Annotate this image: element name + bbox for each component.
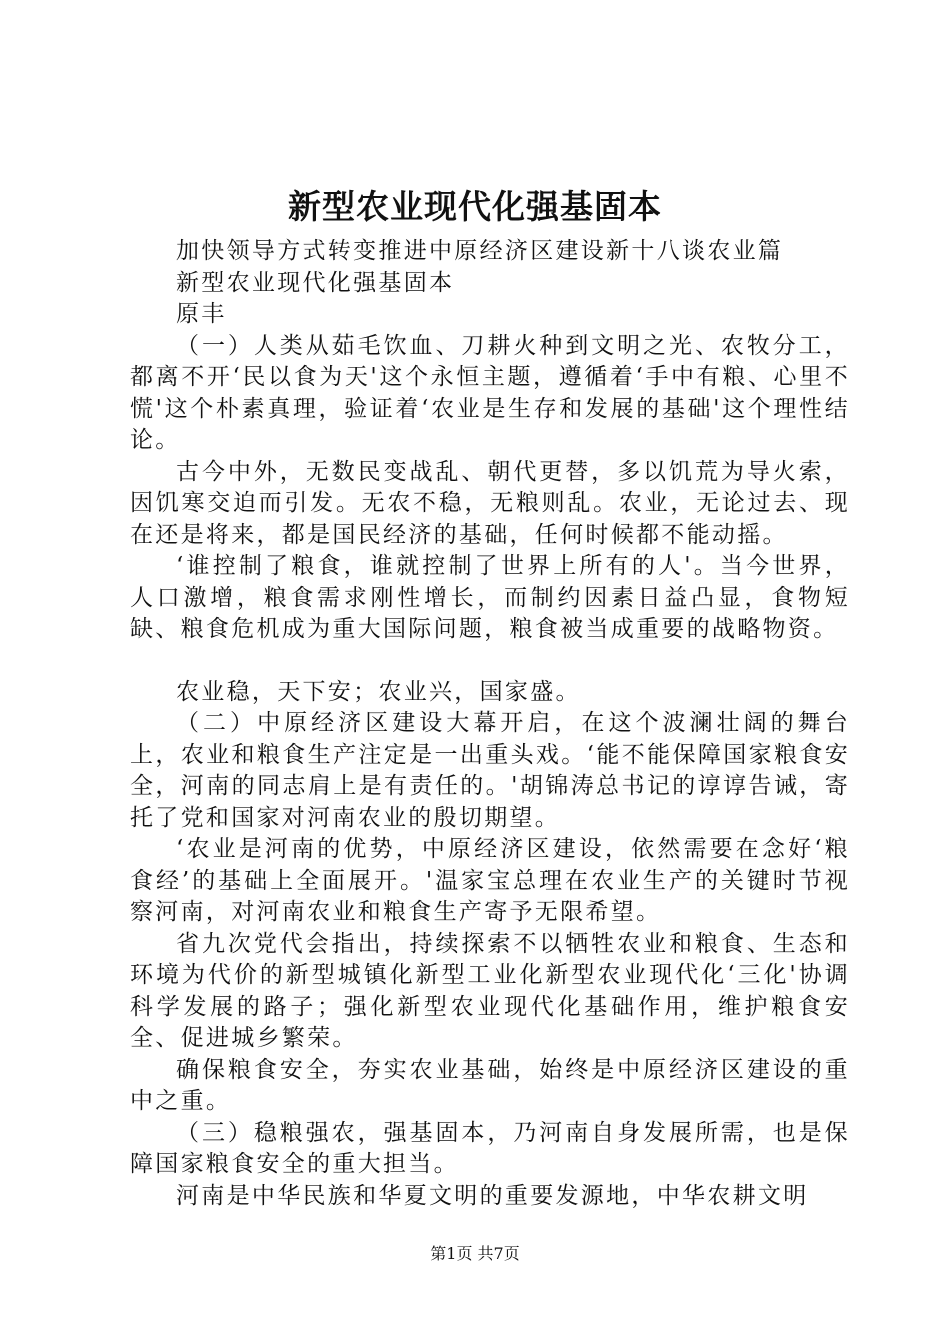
paragraph: ‘农业是河南的优势，中原经济区建设，依然需要在念好‘粮食经’的基础上全面展开。'温家宝总理在农业生产的关键时节视察河南，对河南农业和粮食生产寄予无限希望。 (130, 836, 850, 925)
document-body (130, 236, 850, 1212)
paragraph: 河南是中华民族和华夏文明的重要发源地，中华农耕文明 (176, 1182, 809, 1209)
paragraph: 农业稳，天下安；农业兴，国家盛。 (176, 678, 581, 705)
subtitle-line: 新型农业现代化强基固本 (176, 269, 455, 296)
document-title: 新型农业现代化强基固本 (288, 187, 662, 226)
author-line: 原丰 (176, 301, 227, 327)
paragraph: （三）稳粮强农，强基固本，乃河南自身发展所需，也是保障国家粮食安全的重大担当。 (130, 1119, 850, 1177)
subtitle-line: 加快领导方式转变推进中原经济区建设新十八谈农业篇 (176, 238, 784, 264)
paragraph: 省九次党代会指出，持续探索不以牺牲农业和粮食、生态和环境为代价的新型城镇化新型工业化新型农业现代化‘三化'协调科学发展的路子；强化新型农业现代化基础作用，维护粮食安全、促进城乡繁荣。 (130, 930, 850, 1051)
paragraph: 古今中外，无数民变战乱、朝代更替，多以饥荒为导火索，因饥寒交迫而引发。无农不稳，无粮则乱。农业，无论过去、现在还是将来，都是国民经济的基础，任何时候都不能动摇。 (130, 458, 850, 548)
paragraph: （一）人类从茹毛饮血、刀耕火种到文明之光、农牧分工，都离不开‘民以食为天'这个永恒主题，遵循着‘手中有粮、心里不慌'这个朴素真理，验证着‘农业是生存和发展的基础'这个理性结论。 (130, 332, 850, 453)
page-footer: 第1页 共7页 (430, 1244, 520, 1263)
paragraph: （二）中原经济区建设大幕开启，在这个波澜壮阔的舞台上，农业和粮食生产注定是一出重头戏。‘能不能保障国家粮食安全，河南的同志肩上是有责任的。'胡锦涛总书记的谆谆告诫，寄托了党和国家对河南农业的殷切期望。 (130, 710, 850, 831)
paragraph: ‘谁控制了粮食，谁就控制了世界上所有的人'。当今世界，人口激增，粮食需求刚性增长，而制约因素日益凸显，食物短缺、粮食危机成为重大国际问题，粮食被当成重要的战略物资。 (130, 553, 850, 642)
paragraph: 确保粮食安全，夯实农业基础，始终是中原经济区建设的重中之重。 (130, 1056, 850, 1114)
